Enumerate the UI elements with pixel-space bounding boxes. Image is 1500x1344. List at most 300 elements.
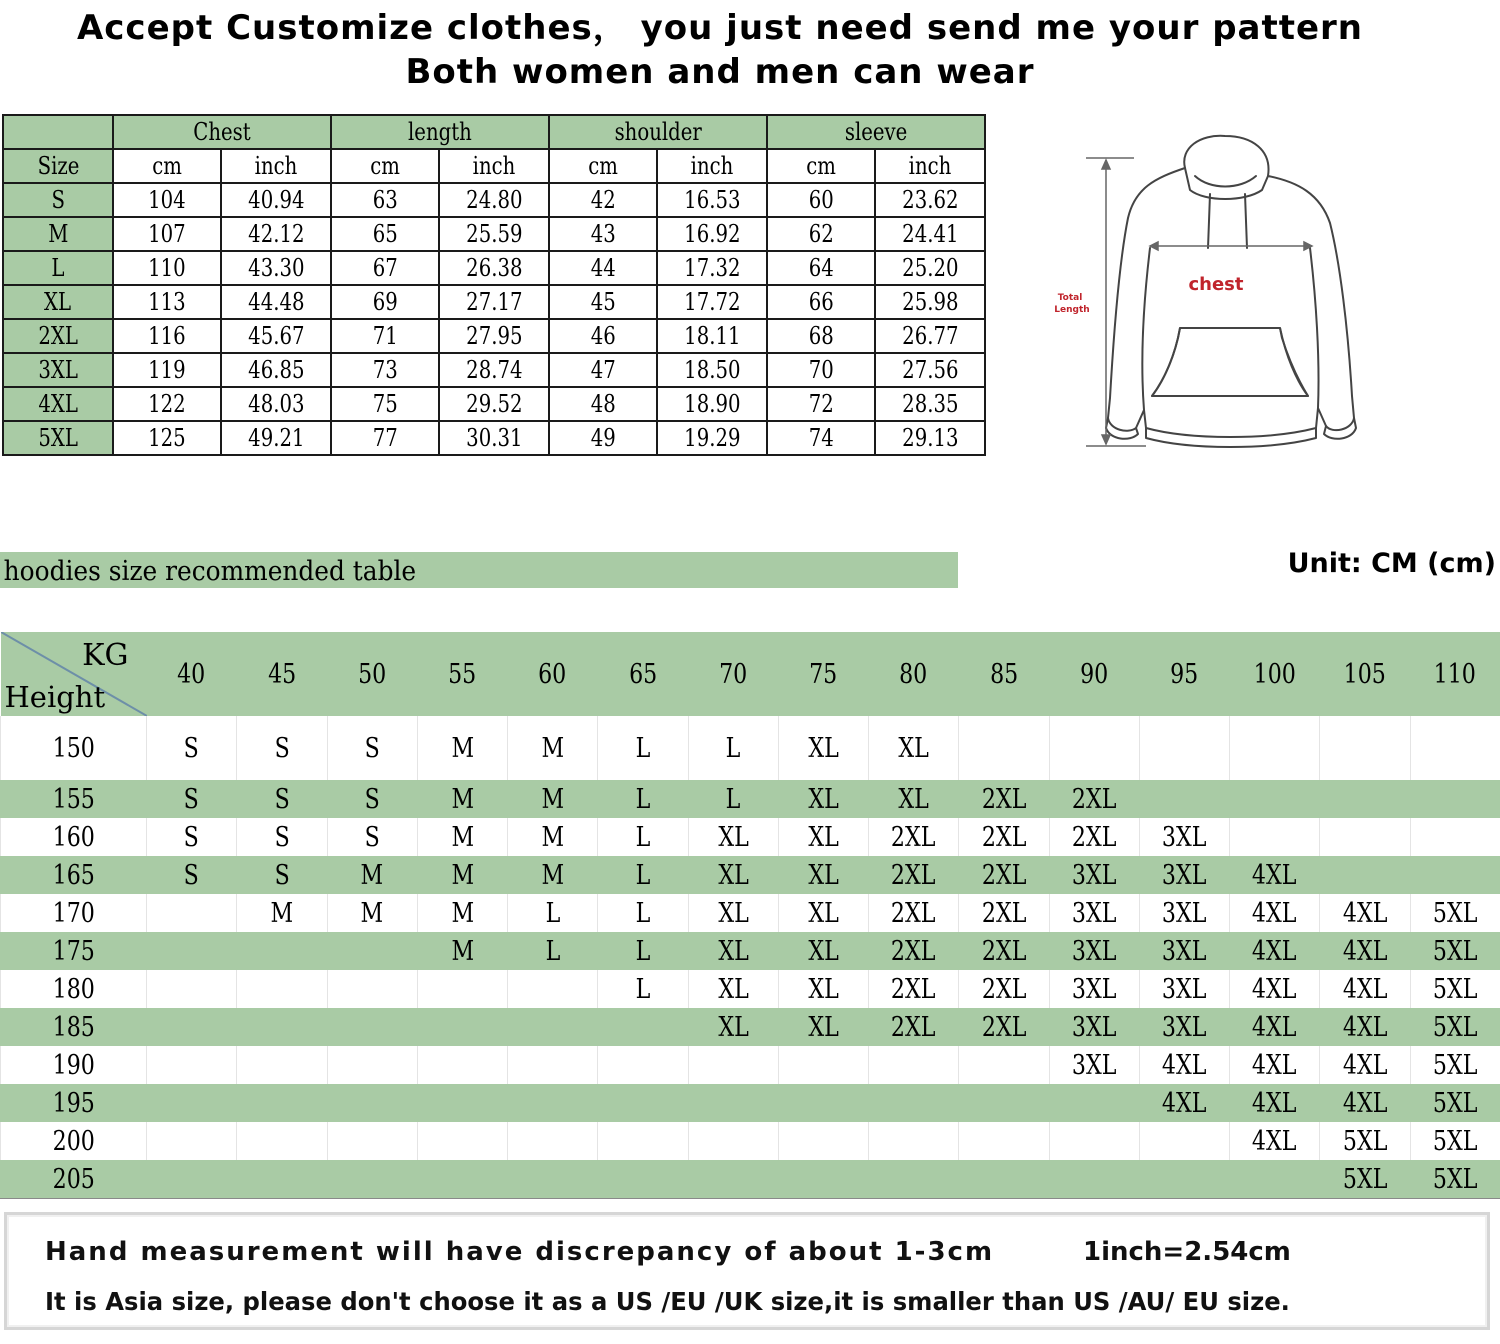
recommended-size-cell (1049, 1122, 1139, 1160)
recommended-size-cell (417, 894, 507, 932)
measure-cell (113, 387, 221, 421)
recommended-size-cell (237, 1008, 327, 1046)
recommended-size-cell (959, 970, 1049, 1008)
measure-cell (657, 251, 767, 285)
recommended-size-cell (508, 894, 598, 932)
recommended-size-cell-text: 2XL (891, 859, 936, 891)
height-cell-text: 185 (52, 1011, 95, 1043)
size-header-text: Size (37, 152, 79, 180)
weight-header-text: 95 (1170, 658, 1199, 690)
recommended-size-cell (1049, 818, 1139, 856)
measure-cell (331, 353, 439, 387)
size-unit-header-row (3, 149, 985, 183)
recommended-size-cell-text: XL (808, 935, 839, 967)
measure-cell-text: 63 (372, 186, 398, 214)
recommended-size-cell-text: M (451, 897, 474, 929)
measure-cell (331, 183, 439, 217)
measure-cell (331, 217, 439, 251)
measure-cell (875, 387, 985, 421)
recommended-size-cell (1410, 970, 1500, 1008)
height-cell-text: 160 (52, 821, 95, 853)
recommended-size-cell (147, 1008, 237, 1046)
recommended-size-cell-text: 4XL (1252, 1087, 1297, 1119)
recommended-size-cell-text: 3XL (1162, 897, 1207, 929)
recommended-size-cell (869, 1160, 959, 1199)
recommended-size-cell (1410, 818, 1500, 856)
recommended-size-cell-text: XL (717, 1011, 749, 1043)
recommended-size-cell (688, 970, 778, 1008)
weight-header-text: 110 (1433, 658, 1477, 690)
measure-cell-text: 122 (148, 390, 186, 418)
measure-cell (221, 251, 331, 285)
recommended-size-cell (778, 970, 868, 1008)
weight-header (1139, 632, 1229, 716)
weight-header (959, 632, 1049, 716)
recommended-size-cell (417, 856, 507, 894)
recommended-size-cell (688, 1160, 778, 1199)
recommended-size-cell-text: 4XL (1252, 1125, 1297, 1157)
length-label-2: Length (1054, 305, 1090, 315)
measure-group-header (113, 115, 331, 149)
recommended-size-cell (147, 894, 237, 932)
recommended-size-cell (778, 1160, 868, 1199)
recommended-size-cell (1320, 1008, 1410, 1046)
measure-cell (439, 421, 549, 455)
recommended-size-cell (1139, 1046, 1229, 1084)
weight-header-text: 85 (989, 658, 1018, 690)
recommended-size-cell (237, 1084, 327, 1122)
height-cell-text: 195 (52, 1087, 95, 1119)
height-cell (1, 1008, 147, 1046)
measure-group-header-text: Chest (193, 118, 251, 146)
weight-header (1320, 632, 1410, 716)
recommended-size-cell (1320, 1046, 1410, 1084)
weight-header-text: 75 (809, 658, 838, 690)
recommended-size-cell (327, 818, 417, 856)
measure-cell-text: 43.30 (247, 254, 305, 282)
recommended-size-cell-text: S (184, 859, 200, 891)
height-row (1, 716, 1500, 780)
recommended-size-cell-text: 4XL (1162, 1087, 1207, 1119)
size-name-cell (3, 183, 113, 217)
recommended-size-cell (1320, 856, 1410, 894)
recommended-size-cell (778, 716, 868, 780)
height-cell-text: 205 (52, 1163, 95, 1195)
recommended-size-cell (778, 1008, 868, 1046)
weight-header-text: 65 (628, 658, 657, 690)
weight-header-text: 45 (267, 658, 296, 690)
size-header (3, 149, 113, 183)
measure-cell-text: 116 (148, 322, 186, 350)
recommended-size-cell-text: 5XL (1433, 1087, 1478, 1119)
recommended-size-cell-text: L (725, 783, 741, 815)
recommended-size-cell (417, 1160, 507, 1199)
recommended-size-cell (1049, 970, 1139, 1008)
measure-cell (113, 285, 221, 319)
recommended-size-cell-text: 5XL (1433, 973, 1478, 1005)
recommended-size-cell (1230, 1160, 1320, 1199)
recommended-size-cell-text: XL (808, 732, 839, 764)
recommended-size-cell (688, 1084, 778, 1122)
measure-cell-text: 73 (372, 356, 398, 384)
recommended-size-cell-text: 2XL (891, 973, 936, 1005)
weight-header-text: 55 (448, 658, 477, 690)
recommended-size-cell (598, 780, 688, 818)
height-row (1, 856, 1500, 894)
size-row (3, 285, 985, 319)
recommended-size-cell (959, 932, 1049, 970)
recommended-size-cell (778, 856, 868, 894)
unit-inch-header-text: inch (908, 152, 952, 180)
recommended-size-cell-text: XL (898, 732, 929, 764)
recommended-size-cell-text: XL (717, 973, 749, 1005)
recommended-size-cell (237, 716, 327, 780)
recommended-size-cell (869, 856, 959, 894)
height-cell (1, 894, 147, 932)
size-name-cell-text: L (51, 254, 65, 282)
recommended-size-cell (598, 894, 688, 932)
height-row (1, 894, 1500, 932)
recommended-size-cell (1049, 932, 1139, 970)
recommended-size-cell-text: 4XL (1342, 935, 1388, 967)
recommended-size-cell-text: L (545, 897, 560, 929)
measure-cell (221, 387, 331, 421)
recommended-size-cell-text: 4XL (1342, 973, 1388, 1005)
measure-cell (549, 353, 657, 387)
recommended-size-cell (237, 1122, 327, 1160)
height-cell-text: 155 (52, 783, 95, 815)
recommended-size-cell (327, 716, 417, 780)
weight-header-text: 105 (1343, 658, 1387, 690)
height-cell-text: 170 (52, 897, 95, 929)
measure-cell (113, 421, 221, 455)
recommended-size-cell-text: 3XL (1071, 1049, 1117, 1081)
recommended-size-cell-text: 3XL (1071, 859, 1117, 891)
recommended-size-cell (1049, 1084, 1139, 1122)
recommended-size-cell (869, 894, 959, 932)
measure-cell (549, 217, 657, 251)
height-cell-text: 165 (52, 859, 95, 891)
unit-inch-header (657, 149, 767, 183)
recommended-size-cell (237, 932, 327, 970)
recommended-size-cell (237, 894, 327, 932)
recommended-size-cell (508, 1160, 598, 1199)
weight-header (1410, 632, 1500, 716)
recommended-size-cell (237, 780, 327, 818)
recommended-size-cell (1230, 716, 1320, 780)
recommended-size-cell-text: XL (808, 973, 839, 1005)
size-name-cell (3, 285, 113, 319)
measure-cell (439, 217, 549, 251)
recommended-size-cell (1410, 1160, 1500, 1199)
measure-cell-text: 18.90 (683, 390, 741, 418)
recommended-size-cell (508, 1008, 598, 1046)
recommended-size-cell (1410, 894, 1500, 932)
size-row (3, 319, 985, 353)
measure-cell-text: 17.32 (683, 254, 741, 282)
recommended-size-cell (508, 856, 598, 894)
chest-label: chest (1188, 274, 1244, 295)
weight-header (598, 632, 688, 716)
recommended-size-cell (688, 856, 778, 894)
recommended-size-cell-text: 4XL (1252, 1011, 1297, 1043)
measure-cell-text: 27.56 (901, 356, 959, 384)
recommended-size-cell (1139, 716, 1229, 780)
size-name-cell-text: XL (44, 288, 72, 316)
recommended-size-cell (237, 1046, 327, 1084)
recommended-size-cell (417, 818, 507, 856)
recommended-size-cell (869, 970, 959, 1008)
recommended-size-cell-text: 4XL (1342, 1049, 1388, 1081)
weight-header-row (1, 632, 1500, 716)
measure-cell (657, 387, 767, 421)
recommended-size-cell (327, 970, 417, 1008)
recommended-size-cell (598, 1160, 688, 1199)
measure-cell (767, 285, 875, 319)
measure-cell-text: 28.35 (901, 390, 959, 418)
measure-cell (549, 319, 657, 353)
recommended-size-cell (959, 1046, 1049, 1084)
measure-cell (439, 387, 549, 421)
recommended-size-cell (1230, 856, 1320, 894)
height-cell (1, 1122, 147, 1160)
measure-cell (439, 319, 549, 353)
recommended-size-cell (1139, 1084, 1229, 1122)
height-row (1, 1084, 1500, 1122)
measure-cell (875, 251, 985, 285)
height-cell (1, 970, 147, 1008)
weight-header (869, 632, 959, 716)
size-chart-table (2, 114, 986, 456)
recommended-size-cell (1049, 856, 1139, 894)
recommended-size-cell (1230, 780, 1320, 818)
recommended-size-cell-text: S (364, 732, 380, 764)
size-name-cell (3, 251, 113, 285)
size-name-cell-text: 5XL (38, 424, 78, 452)
recommended-size-cell (598, 1122, 688, 1160)
recommended-size-cell (869, 1084, 959, 1122)
recommended-size-cell-text: M (360, 897, 384, 929)
height-cell-text: 200 (52, 1125, 95, 1157)
recommended-size-cell-text: 3XL (1071, 935, 1117, 967)
recommended-size-cell (508, 818, 598, 856)
measure-cell-text: 17.72 (683, 288, 741, 316)
height-row (1, 1008, 1500, 1046)
recommended-size-cell (147, 856, 237, 894)
size-name-cell (3, 319, 113, 353)
recommended-size-cell-text: 4XL (1342, 1011, 1388, 1043)
recommended-size-cell (598, 1046, 688, 1084)
unit-inch-header-text: inch (690, 152, 734, 180)
measure-cell (875, 285, 985, 319)
size-name-cell-text: M (47, 220, 69, 248)
recommended-size-cell-text: 4XL (1252, 859, 1297, 891)
measure-cell-text: 45 (590, 288, 616, 316)
measure-cell-text: 26.77 (901, 322, 959, 350)
recommended-size-cell (1139, 1160, 1229, 1199)
height-label: Height (4, 680, 106, 714)
recommended-size-cell-text: XL (808, 897, 839, 929)
recommended-size-cell-text: 3XL (1162, 973, 1207, 1005)
size-group-header-row (3, 115, 985, 149)
recommended-size-cell (417, 970, 507, 1008)
measure-group-header-text: sleeve (844, 118, 908, 146)
measure-cell-text: 42.12 (247, 220, 305, 248)
recommended-size-cell-text: 5XL (1342, 1125, 1388, 1157)
recommended-size-cell-text: 4XL (1252, 897, 1297, 929)
measure-cell (113, 319, 221, 353)
measure-cell (331, 421, 439, 455)
unit-cm-header (549, 149, 657, 183)
recommended-size-cell (598, 1008, 688, 1046)
size-recommendation-table (0, 632, 1500, 1199)
measure-cell-text: 67 (372, 254, 398, 282)
recommended-size-cell-text: 3XL (1071, 1011, 1117, 1043)
recommended-size-cell-text: XL (717, 859, 749, 891)
recommended-size-cell-text: XL (808, 821, 839, 853)
weight-header (1230, 632, 1320, 716)
measure-cell (221, 285, 331, 319)
recommended-size-cell-text: M (451, 859, 474, 891)
recommended-size-cell (1049, 780, 1139, 818)
height-cell (1, 818, 147, 856)
size-row (3, 183, 985, 217)
height-cell (1, 1046, 147, 1084)
recommended-size-cell (508, 970, 598, 1008)
recommended-size-cell-text: L (635, 821, 651, 853)
recommended-size-cell (959, 818, 1049, 856)
recommended-size-cell (508, 716, 598, 780)
size-name-cell-text: S (51, 186, 65, 214)
measure-cell-text: 75 (372, 390, 398, 418)
measure-cell (221, 319, 331, 353)
unit-cm-header-text: cm (806, 152, 836, 180)
recommended-size-cell-text: 2XL (981, 973, 1027, 1005)
measure-cell (439, 285, 549, 319)
measure-cell-text: 40.94 (247, 186, 305, 214)
recommended-size-cell (1139, 818, 1229, 856)
recommended-size-cell (1230, 894, 1320, 932)
size-row (3, 387, 985, 421)
measure-cell-text: 44 (590, 254, 616, 282)
weight-header-text: 50 (358, 658, 387, 690)
recommended-size-cell-text: S (274, 783, 290, 815)
recommended-size-cell-text: L (635, 935, 651, 967)
recommended-size-cell (598, 818, 688, 856)
weight-header-text: 80 (899, 658, 928, 690)
measure-cell-text: 68 (808, 322, 834, 350)
recommended-size-cell (1410, 1084, 1500, 1122)
weight-header-text: 90 (1080, 658, 1109, 690)
measure-cell (767, 421, 875, 455)
recommended-size-cell (959, 1160, 1049, 1199)
recommended-size-cell (1320, 1122, 1410, 1160)
measure-cell (767, 217, 875, 251)
size-name-cell-text: 4XL (38, 390, 78, 418)
recommended-size-cell-text: S (184, 821, 200, 853)
measure-cell-text: 125 (148, 424, 186, 452)
recommended-size-cell (1230, 1084, 1320, 1122)
measure-cell (221, 217, 331, 251)
recommended-size-cell-text: L (545, 935, 560, 967)
recommended-size-cell (1230, 1008, 1320, 1046)
height-weight-corner (1, 632, 147, 716)
weight-header-text: 70 (719, 658, 748, 690)
recommended-size-cell-text: M (541, 732, 564, 764)
recommended-size-cell (778, 780, 868, 818)
measure-cell (657, 217, 767, 251)
recommended-size-cell (959, 1084, 1049, 1122)
recommended-size-cell (1139, 856, 1229, 894)
recommended-size-cell-text: 5XL (1433, 1125, 1478, 1157)
height-cell (1, 780, 147, 818)
height-row (1, 818, 1500, 856)
recommend-banner (0, 552, 958, 588)
weight-header-text: 40 (177, 658, 206, 690)
recommended-size-cell (147, 780, 237, 818)
recommended-size-cell-text: XL (808, 1011, 839, 1043)
measure-cell (657, 421, 767, 455)
recommended-size-cell (1230, 818, 1320, 856)
recommended-size-cell-text: 2XL (981, 935, 1027, 967)
recommended-size-cell (417, 932, 507, 970)
recommended-size-cell (237, 818, 327, 856)
recommended-size-cell (508, 932, 598, 970)
recommended-size-cell (237, 856, 327, 894)
size-name-cell (3, 217, 113, 251)
recommended-size-cell (778, 932, 868, 970)
recommended-size-cell-text: 2XL (981, 897, 1027, 929)
recommended-size-cell-text: 2XL (981, 859, 1027, 891)
recommended-size-cell (869, 932, 959, 970)
recommended-size-cell-text: L (635, 859, 651, 891)
recommended-size-cell (778, 894, 868, 932)
unit-cm-header (113, 149, 221, 183)
measure-cell-text: 16.92 (683, 220, 741, 248)
measure-cell (657, 183, 767, 217)
height-cell (1, 856, 147, 894)
recommended-size-cell (147, 970, 237, 1008)
measure-cell (875, 183, 985, 217)
measure-cell (657, 285, 767, 319)
measure-cell-text: 62 (808, 220, 834, 248)
measure-cell-text: 18.50 (683, 356, 741, 384)
recommended-size-cell (688, 716, 778, 780)
recommended-size-cell-text: 2XL (891, 1011, 936, 1043)
notes-box (4, 1212, 1490, 1330)
measure-cell-text: 110 (148, 254, 186, 282)
height-cell (1, 1160, 147, 1199)
recommended-size-cell (688, 1008, 778, 1046)
measure-group-header-text: length (408, 118, 472, 146)
size-row (3, 353, 985, 387)
recommended-size-cell (1049, 894, 1139, 932)
measure-cell-text: 66 (808, 288, 834, 316)
measure-cell-text: 44.48 (247, 288, 305, 316)
measure-cell-text: 46 (590, 322, 616, 350)
height-cell-text: 150 (52, 732, 95, 764)
recommended-size-cell-text: 3XL (1162, 859, 1207, 891)
measure-cell-text: 107 (148, 220, 186, 248)
asia-size-note: It is Asia size, please don't choose it as a US /EU /UK size,it is smaller than US /AU/ EU size. (45, 1287, 1290, 1316)
recommended-size-cell (1049, 1008, 1139, 1046)
measure-cell (221, 421, 331, 455)
measure-cell-text: 48.03 (247, 390, 305, 418)
weight-header (1049, 632, 1139, 716)
height-row (1, 1160, 1500, 1199)
measure-cell-text: 49 (590, 424, 616, 452)
recommended-size-cell-text: S (184, 732, 200, 764)
